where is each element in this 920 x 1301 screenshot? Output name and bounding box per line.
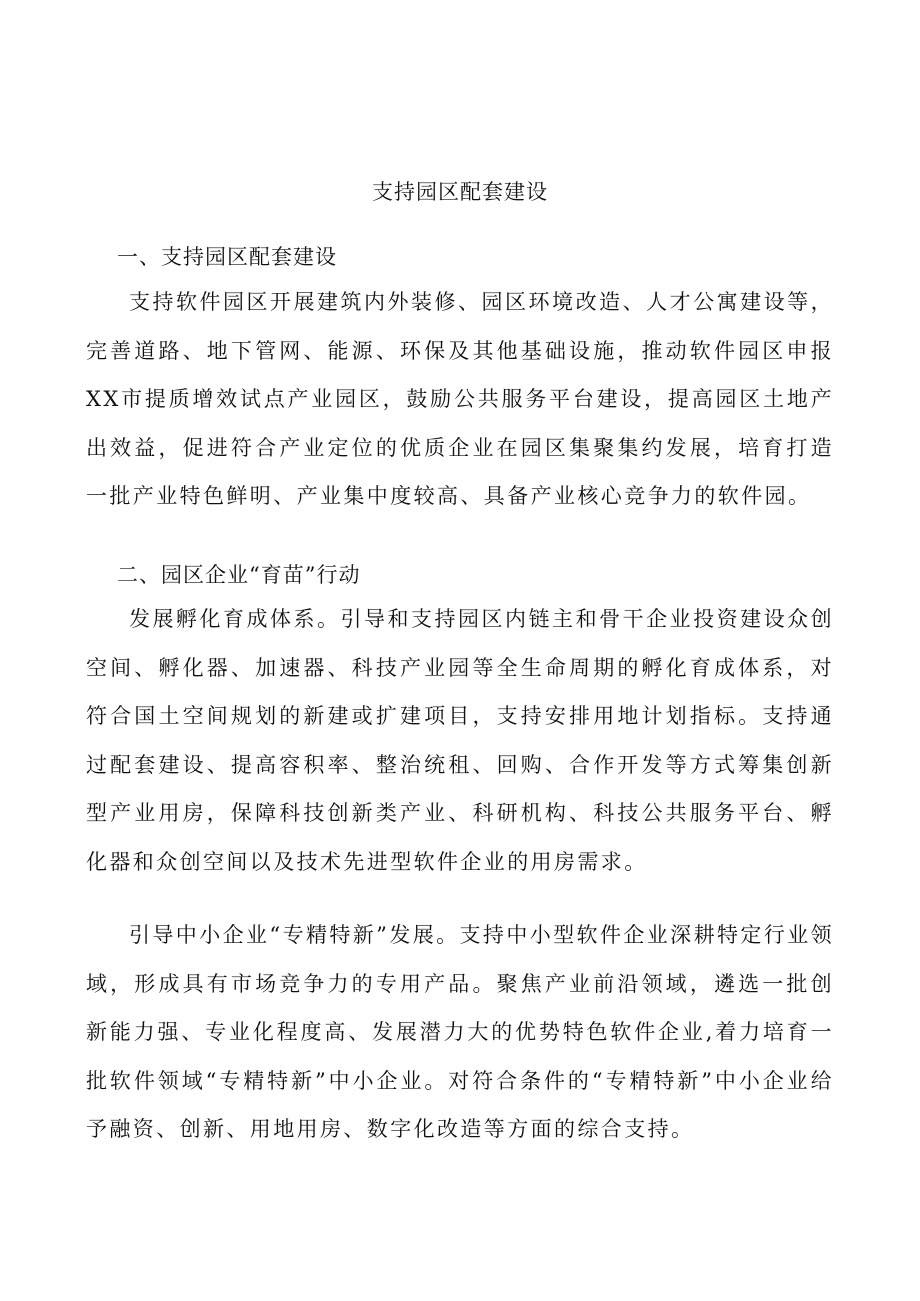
section-2-paragraph-2: 引导中小企业“专精特新”发展。支持中小型软件企业深耕特定行业领域，形成具有市场竞争力的专用产品。聚焦产业前沿领域，遴选一批创新能力强、专业化程度高、发展潜力大的优势特色软件企业,着力培育一批软件领域“专精特新”中小企业。对符合条件的“专精特新”中小企业给予融资、创新、用地用房、数字化改造等方面的综合支持。 [86,923,834,1142]
section-2-paragraph-1: 发展孵化育成体系。引导和支持园区内链主和骨干企业投资建设众创空间、孵化器、加速器、科技产业园等全生命周期的孵化育成体系，对符合国土空间规划的新建或扩建项目，支持安排用地计划指标。支持通过配套建设、提高容积率、整治统租、回购、合作开发等方式筹集创新型产业用房，保障科技创新类产业、科研机构、科技公共服务平台、孵化器和众创空间以及技术先进型软件企业的用房需求。 [86,607,834,874]
document-title: 支持园区配套建设 [372,180,548,204]
section-1-paragraph-1: 支持软件园区开展建筑内外装修、园区环境改造、人才公寓建设等，完善道路、地下管网、能源、环保及其他基础设施，推动软件园区申报XX市提质增效试点产业园区，鼓励公共服务平台建设，提高园区土地产出效益，促进符合产业定位的优质企业在园区集聚集约发展，培育打造一批产业特色鲜明、产业集中度较高、具备产业核心竞争力的软件园。 [86,290,834,509]
section-heading-1: 一、支持园区配套建设 [117,245,337,269]
section-heading-2: 二、园区企业“育苗”行动 [117,563,361,587]
